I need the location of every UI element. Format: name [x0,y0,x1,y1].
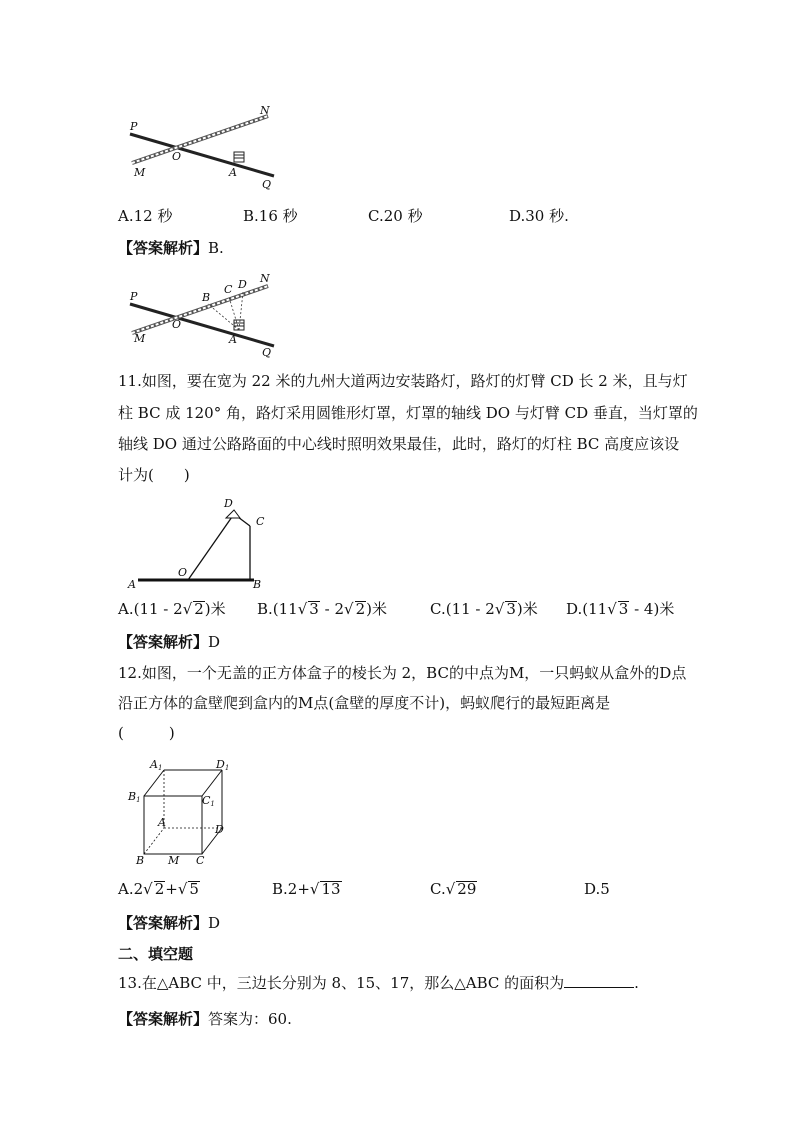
label-D1: D1 [216,758,230,772]
label-N: N [260,104,270,117]
label-M: M [134,166,146,179]
q11-option-b: B.(11√ 3 - 2√ 2)米 [257,600,387,618]
q12-option-c: C.√ 29 [430,880,477,898]
option-a-tail: )米 [204,600,226,618]
label-M: M [168,854,180,866]
option-a-text: A.2 [118,880,144,898]
label-N: N [260,272,270,285]
option-c-tail: )米 [516,600,538,618]
label-Q: Q [262,178,272,191]
option-c-radicand: 29 [457,880,477,898]
q11-line-1: 11.如图，要在宽为 22 米的九州大道两边安装路灯，路灯的灯臂 CD 长 2 米，且与灯 [118,372,688,390]
q10-option-d: D.30 秒. [509,207,569,225]
q10-answer [118,237,224,258]
label-A: A [229,333,237,346]
label-C1: C1 [202,794,215,808]
figure-q10-road [126,100,286,192]
label-D: D [215,823,224,836]
q12-option-d [584,880,610,898]
option-c-text: C.(11 - 2 [430,600,495,618]
q11-option-d: D.(11√ 3 - 4)米 [566,600,675,618]
q12-line-1: 12.如图，一个无盖的正方体盒子的棱长为 2，BC的中点为M，一只蚂蚁从盒外的D点 [118,664,687,682]
answer-label: 【答案解析】 [118,914,209,932]
option-d-text: D.5 [584,880,610,898]
answer-value: D [208,914,221,932]
label-C: C [196,854,205,866]
q13-text: 13.在△ABC 中，三边长分别为 8、15、17，那么△ABC 的面积为 [118,974,565,992]
answer-label: 【答案解析】 [118,1010,209,1028]
label-B: B [253,578,262,591]
q11-line-3: 轴线 DO 通过公路路面的中心线时照明效果最佳，此时，路灯的灯柱 BC 高度应该设 [118,435,680,453]
option-a-mid: + [165,880,178,898]
figure-q11-lamp [126,496,276,592]
label-O: O [178,566,188,579]
label-C: C [256,515,265,528]
option-b-mid: - 2 [319,600,344,618]
label-B: B [202,291,211,304]
section-heading-fill-in: 二、填空题 [118,945,194,963]
label-P: P [130,120,138,133]
option-c-text: C. [430,880,446,898]
option-d-text: D.(11 [566,600,608,618]
q13-blank [564,973,634,988]
option-b-tail: )米 [366,600,387,618]
label-P: P [130,290,138,303]
q12-line-2: 沿正方体的盒壁爬到盒内的M点(盒壁的厚度不计)，蚂蚁爬行的最短距离是 [118,694,611,712]
label-O: O [172,150,182,163]
answer-value: 答案为：60. [208,1010,292,1028]
figure-q10-solution [126,270,286,362]
q12-option-a: A.2√ 2+√ 5 [118,880,199,898]
answer-label: 【答案解析】 [118,239,209,257]
option-a-radicand-1: 2 [154,880,165,898]
q13-tail: . [634,974,639,992]
option-c-radicand: 3 [506,600,516,618]
q11-line-2: 柱 BC 成 120° 角，路灯采用圆锥形灯罩，灯罩的轴线 DO 与灯臂 CD 垂直，当灯罩的 [118,404,698,422]
q10-option-a: A.12 秒 [118,207,173,225]
q11-line-4: 计为( ) [118,466,190,484]
label-A: A [128,578,136,591]
option-a-radicand: 2 [194,600,204,618]
answer-value: B. [208,239,224,257]
q10-option-c: C.20 秒 [368,207,423,225]
q13-answer [118,1008,292,1029]
q11-option-a: A.(11 - 2√ 2)米 [118,600,226,618]
label-D: D [224,497,233,510]
q13-question [118,968,639,998]
figure-q12-cube [126,758,236,866]
label-A: A [158,816,166,829]
label-B1: B1 [128,790,141,804]
label-A1: A1 [150,758,163,772]
option-b-radicand-1: 3 [309,600,319,618]
label-Q: Q [262,346,272,359]
answer-value: D [208,633,221,651]
label-C: C [224,283,233,296]
option-d-tail: - 4)米 [629,600,675,618]
q11-option-c: C.(11 - 2√ 3)米 [430,600,538,618]
q12-option-b: B.2+√ 13 [272,880,341,898]
q12-line-3: ( ) [118,724,175,742]
q10-option-b: B.16 秒 [243,207,298,225]
q11-answer [118,631,220,652]
option-b-radicand: 13 [321,880,341,898]
option-b-text: B.(11 [257,600,298,618]
q12-answer [118,912,220,933]
label-D: D [238,278,247,291]
option-b-text: B.2+ [272,880,310,898]
answer-label: 【答案解析】 [118,633,209,651]
option-a-radicand-2: 5 [189,880,199,898]
label-O: O [172,318,182,331]
label-A: A [229,166,237,179]
label-B: B [136,854,145,866]
label-M: M [134,332,146,345]
option-b-radicand-2: 2 [355,600,366,618]
option-a-text: A.(11 - 2 [118,600,183,618]
option-d-radicand: 3 [618,600,629,618]
